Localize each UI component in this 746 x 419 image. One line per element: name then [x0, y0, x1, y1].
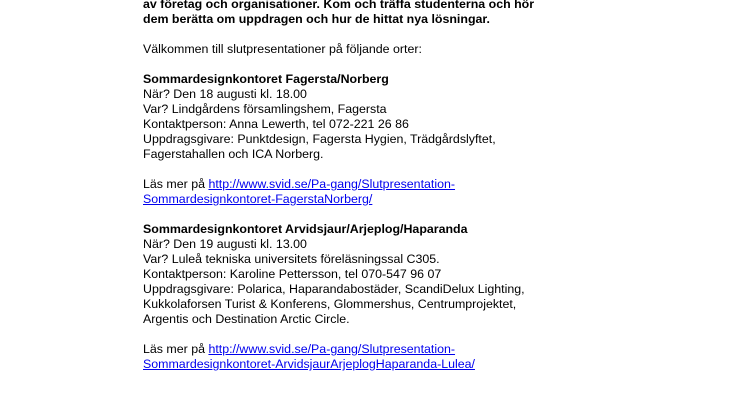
section-when: När? Den 19 augusti kl. 13.00	[143, 237, 307, 251]
intro-line-1: av företag och organisationer. Kom och träffa studenterna och hör	[143, 0, 535, 11]
section-clients-line-2: Fagerstahallen och ICA Norberg.	[143, 147, 324, 161]
section-when: När? Den 18 augusti kl. 18.00	[143, 87, 307, 101]
section-clients-line-1: Uppdragsgivare: Punktdesign, Fagersta Hygien, Trädgårdslyftet,	[143, 132, 496, 146]
read-more-label: Läs mer på	[143, 342, 205, 356]
section-clients-line-3: Argentis och Destination Arctic Circle.	[143, 312, 350, 326]
read-more-line-2	[143, 357, 703, 372]
read-more-line	[143, 177, 703, 192]
read-more-line-2	[143, 192, 703, 207]
section-where: Var? Luleå tekniska universitets föreläsningssal C305.	[143, 252, 440, 266]
section-clients-line-2: Kukkolaforsen Turist & Konferens, Glommershus, Centrumprojektet,	[143, 297, 517, 311]
read-more-link-fagersta-cont[interactable]: Sommardesignkontoret-FagerstaNorberg/	[143, 192, 373, 206]
read-more-line	[143, 342, 703, 357]
welcome-text: Välkommen till slutpresentationer på följande orter:	[143, 42, 422, 56]
intro-paragraph	[143, 0, 703, 27]
section-where: Var? Lindgårdens församlingshem, Fagersta	[143, 102, 387, 116]
read-more-label: Läs mer på	[143, 177, 205, 191]
section-arvidsjaur-arjeplog-haparanda	[143, 222, 703, 372]
section-contact: Kontaktperson: Anna Lewerth, tel 072-221 26 86	[143, 117, 409, 131]
intro-line-2: dem berätta om uppdragen och hur de hittat nya lösningar.	[143, 12, 490, 26]
document-page	[143, 0, 703, 372]
read-more-link-arvidsjaur-cont[interactable]: Sommardesignkontoret-ArvidsjaurArjeplogHaparanda-Lulea/	[143, 357, 475, 371]
section-clients-line-1: Uppdragsgivare: Polarica, Haparandabostäder, ScandiDelux Lighting,	[143, 282, 525, 296]
section-contact: Kontaktperson: Karoline Pettersson, tel 070-547 96 07	[143, 267, 442, 281]
read-more-link-arvidsjaur[interactable]: http://www.svid.se/Pa-gang/Slutpresentation-	[208, 342, 456, 356]
section-fagersta-norberg	[143, 72, 703, 207]
section-title: Sommardesignkontoret Fagersta/Norberg	[143, 72, 389, 86]
read-more-link-fagersta[interactable]: http://www.svid.se/Pa-gang/Slutpresentation-	[208, 177, 456, 191]
section-title: Sommardesignkontoret Arvidsjaur/Arjeplog/Haparanda	[143, 222, 468, 236]
